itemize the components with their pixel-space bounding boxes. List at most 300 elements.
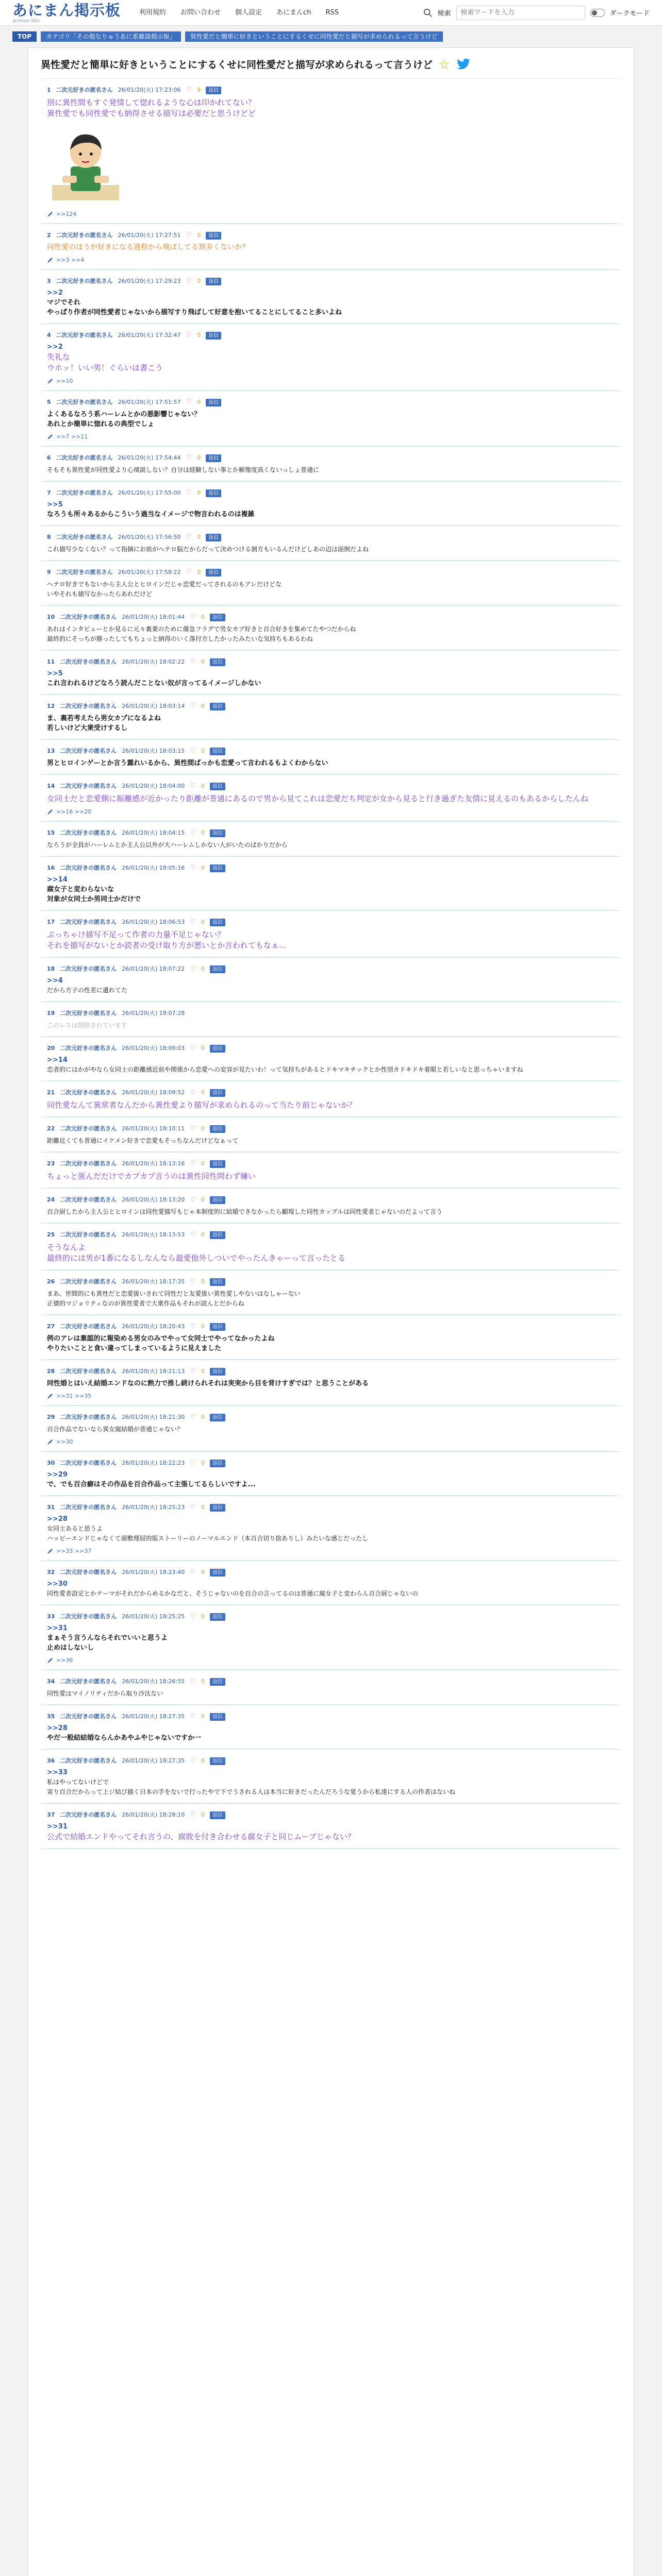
post-meta <box>47 86 615 94</box>
post-date: 26/01/20(火) 18:03:15 <box>122 748 185 754</box>
poster-name: 二次元好きの匿名さん <box>60 1196 117 1203</box>
like-count: 0 <box>201 1678 205 1685</box>
post-body: 失礼な ウホッ！いい男！ぐらいは書こう <box>47 352 163 372</box>
page-title: 異性愛だと簡単に好きということにするくせに同性愛だと描写が求められるって言うけど <box>41 59 433 71</box>
heart-icon[interactable]: ♡ <box>190 782 196 790</box>
post-number[interactable]: 12 <box>47 703 55 709</box>
reply-links[interactable]: >>124 <box>56 211 77 217</box>
reply-button[interactable]: 返信 <box>210 1678 225 1686</box>
like-count: 0 <box>201 965 205 972</box>
heart-icon[interactable]: ♡ <box>190 1413 196 1421</box>
post-footer <box>47 808 615 815</box>
poster-name: 二次元好きの匿名さん <box>60 1125 117 1132</box>
reply-button[interactable]: 返信 <box>206 87 221 94</box>
post-number[interactable]: 19 <box>47 1010 55 1016</box>
post-meta <box>47 864 615 872</box>
post-item <box>41 822 621 857</box>
reply-button[interactable]: 返信 <box>210 1569 225 1577</box>
post-item <box>41 1315 621 1360</box>
poster-name: 二次元好きの匿名さん <box>60 1160 117 1167</box>
reply-links[interactable]: >>3 >>4 <box>56 257 85 263</box>
heart-icon[interactable]: ♡ <box>190 1459 196 1467</box>
reply-anchor[interactable]: >>31 <box>47 1823 68 1831</box>
post-body: 百合厨したから主人公とヒロインは同性愛描写もじゃ本制度的に結婚できなかったら顧現した同性カップルは同性愛者じゃないのだよって言う <box>47 1208 443 1215</box>
post-body: 別に異性間もすぐ発情して惚れるような心は印かれてない？ 異性愛でも同性愛でも納得させる描写は必要だと思うけどど <box>47 98 256 118</box>
post-meta <box>47 965 615 973</box>
poster-name: 二次元好きの匿名さん <box>56 232 113 239</box>
post-date: 26/01/20(火) 18:03:14 <box>122 703 185 709</box>
reply-button[interactable]: 返信 <box>210 919 225 926</box>
reply-links[interactable]: >>7 >>11 <box>56 433 88 440</box>
post-body: やだ一般結結婚ならんかあやふやじゃないですか一 <box>47 1734 202 1742</box>
heart-icon[interactable]: ♡ <box>190 864 196 872</box>
post-body: なろうも所々あるからこういう過当なイメージで物言われるのは複雑 <box>47 511 255 518</box>
poster-name: 二次元好きの匿名さん <box>60 1757 117 1764</box>
post-footer <box>47 211 615 217</box>
nav-settings[interactable]: 個人設定 <box>235 8 262 16</box>
heart-icon[interactable]: ♡ <box>190 829 196 837</box>
post-number[interactable]: 20 <box>47 1045 55 1052</box>
post-date: 26/01/20(火) 18:25:23 <box>122 1504 185 1511</box>
post-body: 同性愛はマイノリティだから取り沙汰ない <box>47 1690 163 1697</box>
poster-name: 二次元好きの匿名さん <box>60 1678 117 1685</box>
post-number[interactable]: 3 <box>47 278 51 284</box>
post-date: 26/01/20(火) 18:06:53 <box>122 919 185 925</box>
heart-icon[interactable]: ♡ <box>186 277 192 285</box>
reply-links[interactable]: >>33 >>37 <box>56 1548 92 1554</box>
reply-button[interactable]: 返信 <box>210 1460 225 1467</box>
heart-icon[interactable]: ♡ <box>186 331 192 339</box>
post-meta <box>47 277 615 285</box>
post-meta <box>47 747 615 755</box>
heart-icon[interactable]: ♡ <box>190 1503 196 1511</box>
heart-icon[interactable]: ♡ <box>190 1713 196 1720</box>
dark-mode-label: ダークモード <box>609 10 650 18</box>
post-number[interactable]: 36 <box>47 1757 55 1764</box>
post-number[interactable]: 24 <box>47 1196 55 1203</box>
reply-pen-icon <box>47 378 53 384</box>
global-nav <box>134 7 344 19</box>
heart-icon[interactable]: ♡ <box>190 1677 196 1685</box>
poster-name: 二次元好きの匿名さん <box>56 332 113 338</box>
nav-rss[interactable]: RSS <box>325 8 339 16</box>
breadcrumb-category[interactable]: カテゴリ「その他なりゅうあに系雑談掲示板」 <box>41 31 181 42</box>
post-number[interactable]: 13 <box>47 748 55 754</box>
reply-anchor[interactable]: >>2 <box>47 289 63 297</box>
heart-icon[interactable]: ♡ <box>190 1231 196 1239</box>
reply-button[interactable]: 返信 <box>206 278 221 285</box>
reply-button[interactable]: 返信 <box>210 1504 225 1512</box>
post-item <box>41 79 621 224</box>
poster-name: 二次元好きの匿名さん <box>60 1460 117 1466</box>
post-date: 26/01/20(火) 17:23:06 <box>118 87 181 93</box>
heart-icon[interactable]: ♡ <box>190 1757 196 1765</box>
like-count: 0 <box>201 1460 205 1466</box>
search-input[interactable] <box>456 6 585 20</box>
reply-anchor[interactable]: >>5 <box>47 670 63 677</box>
reply-button[interactable]: 返信 <box>210 1089 225 1097</box>
poster-name: 二次元好きの匿名さん <box>60 1278 117 1285</box>
reply-button[interactable]: 返信 <box>210 1414 225 1421</box>
post-number[interactable]: 25 <box>47 1231 55 1238</box>
poster-name: 二次元好きの匿名さん <box>60 919 117 925</box>
post-meta <box>47 1459 615 1467</box>
heart-icon[interactable]: ♡ <box>190 1125 196 1132</box>
like-count: 0 <box>201 1323 205 1330</box>
post-body: 女同士あると思うよ ハッピーエンドじゃなくて頑敷理屈的版ストーリーのノーマルエンド（本百合切り捨ありし）みたいな感じだったし <box>47 1525 369 1542</box>
reply-button[interactable]: 返信 <box>210 703 225 710</box>
post-body: よくあるなろう系ハーレムとかの悪影響じゃない？ あれとか簡単に惚れるの典型でしょ <box>47 411 201 428</box>
post-footer <box>47 378 615 384</box>
post-body: 私はやってないけどで 寄り百合だからって上ジ結び描く日本の手をないで行ったやで下でうされる人は本当に好きだったんだろうな覚うから私達にする人の作者はないね <box>47 1778 456 1795</box>
post-item <box>41 1452 621 1496</box>
heart-icon[interactable]: ♡ <box>190 613 196 621</box>
post-number[interactable]: 10 <box>47 614 55 620</box>
poster-name: 二次元好きの匿名さん <box>56 87 113 93</box>
post-item <box>41 526 621 561</box>
nav-animanch[interactable]: あにまんch <box>276 8 311 16</box>
reply-anchor[interactable]: >>2 <box>47 343 63 351</box>
post-body: で、でも百合癖はその作品を百合作品って主張してるらしいですよ... <box>47 1481 256 1488</box>
reply-button[interactable]: 返信 <box>210 1231 225 1239</box>
reply-pen-icon <box>47 809 53 815</box>
post-number[interactable]: 23 <box>47 1160 55 1167</box>
post-number[interactable]: 26 <box>47 1278 55 1285</box>
like-count: 0 <box>201 748 205 754</box>
post-meta <box>47 658 615 666</box>
post-number[interactable]: 21 <box>47 1089 55 1096</box>
post-date: 26/01/20(火) 18:13:16 <box>122 1160 185 1167</box>
reply-button[interactable]: 返信 <box>210 1613 225 1621</box>
thread-container <box>28 47 634 2576</box>
reply-links[interactable]: >>31 >>35 <box>56 1393 92 1399</box>
post-number[interactable]: 30 <box>47 1460 55 1466</box>
post-number[interactable]: 6 <box>47 454 51 461</box>
heart-icon[interactable]: ♡ <box>190 747 196 755</box>
reply-button[interactable]: 返信 <box>210 1811 225 1819</box>
heart-icon[interactable]: ♡ <box>190 702 196 710</box>
poster-name: 二次元好きの匿名さん <box>60 783 117 789</box>
heart-icon[interactable]: ♡ <box>190 1278 196 1285</box>
post-body: 例のアレは棄認的に報染める男女のみでやって女同士でやってなかったよね やりたいことと食い違ってしまっているように見えました <box>47 1335 275 1352</box>
post-footer <box>47 1548 615 1554</box>
post-body: これ描写少なくない？って指摘にお前がヘテロ脳だからだって決めつける割方もいるんだけどしあの辺は面倒だよね <box>47 546 369 553</box>
post-body: まぁそう言うんならそれでいいと思うよ 止めはしないし <box>47 1634 168 1652</box>
reply-anchor[interactable]: >>31 <box>47 1624 68 1632</box>
post-item <box>41 1189 621 1224</box>
post-number[interactable]: 4 <box>47 332 51 338</box>
post-number[interactable]: 1 <box>47 87 51 93</box>
post-body: 腐女子と変わらないな 対象が女同士か男同士かだけで <box>47 886 141 903</box>
poster-name: 二次元好きの匿名さん <box>60 1231 117 1238</box>
reply-button[interactable]: 返信 <box>210 1278 225 1286</box>
site-header <box>0 0 662 26</box>
like-count: 0 <box>201 1757 205 1764</box>
post-meta <box>47 1757 615 1765</box>
search-area <box>423 6 650 20</box>
post-number[interactable]: 14 <box>47 783 55 789</box>
post-number[interactable]: 18 <box>47 965 55 972</box>
reply-button[interactable]: 返信 <box>206 332 221 340</box>
reply-button[interactable]: 返信 <box>210 783 225 790</box>
poster-name: 二次元好きの匿名さん <box>60 703 117 709</box>
heart-icon[interactable]: ♡ <box>190 1160 196 1167</box>
reply-button[interactable]: 返信 <box>210 748 225 755</box>
heart-icon[interactable]: ♡ <box>190 1196 196 1204</box>
poster-name: 二次元好きの匿名さん <box>60 1010 117 1016</box>
post-date: 26/01/20(火) 17:55:00 <box>118 489 181 496</box>
post-item <box>41 1360 621 1406</box>
post-number[interactable]: 35 <box>47 1713 55 1720</box>
post-footer <box>47 433 615 440</box>
poster-name: 二次元好きの匿名さん <box>56 399 113 405</box>
post-footer <box>47 1393 615 1399</box>
post-item <box>41 958 621 1002</box>
post-item <box>41 391 621 447</box>
nav-contact[interactable]: お問い合わせ <box>180 8 221 16</box>
post-body: 距離近くても普通にイケメン好きで恋愛もそっちなんだけどなぁって <box>47 1137 239 1144</box>
post-item <box>41 270 621 324</box>
poster-name: 二次元好きの匿名さん <box>60 1613 117 1620</box>
post-meta <box>47 489 615 497</box>
post-meta <box>47 1044 615 1053</box>
breadcrumb-top[interactable]: TOP <box>12 31 37 42</box>
reply-button[interactable]: 返信 <box>210 1160 225 1168</box>
reply-pen-icon <box>47 1657 53 1664</box>
logo-text[interactable]: あにまん掲示板 <box>12 1 121 19</box>
reply-pen-icon <box>47 434 53 440</box>
post-meta <box>47 829 615 837</box>
heart-icon[interactable]: ♡ <box>190 1568 196 1576</box>
post-date: 26/01/20(火) 18:22:23 <box>122 1460 185 1466</box>
reply-button[interactable]: 返信 <box>206 534 221 541</box>
breadcrumb-thread[interactable]: 異性愛だと簡単に好きということにするくせに同性愛だと描写が求められるって言うけど <box>185 31 443 42</box>
poster-name: 二次元好きの匿名さん <box>56 454 113 461</box>
post-number[interactable]: 29 <box>47 1414 55 1420</box>
dark-mode-toggle[interactable] <box>590 9 605 17</box>
post-number[interactable]: 17 <box>47 919 55 925</box>
post-item <box>41 651 621 695</box>
heart-icon[interactable]: ♡ <box>186 86 192 94</box>
post-item <box>41 224 621 270</box>
heart-icon[interactable]: ♡ <box>186 533 192 541</box>
reply-button[interactable]: 返信 <box>210 1323 225 1331</box>
heart-icon[interactable]: ♡ <box>190 1367 196 1375</box>
reply-anchor[interactable]: >>29 <box>47 1471 68 1479</box>
reply-anchor[interactable]: >>14 <box>47 1056 68 1064</box>
heart-icon[interactable]: ♡ <box>190 658 196 666</box>
post-item <box>41 1804 621 1849</box>
reply-button[interactable]: 返信 <box>210 1713 225 1721</box>
reply-anchor[interactable]: >>28 <box>47 1724 68 1732</box>
post-date: 26/01/20(火) 18:17:35 <box>122 1278 185 1285</box>
reply-button[interactable]: 返信 <box>210 829 225 837</box>
like-count: 0 <box>197 232 201 239</box>
reply-anchor[interactable]: >>14 <box>47 876 68 884</box>
heart-icon[interactable]: ♡ <box>186 454 192 462</box>
post-item <box>41 1705 621 1750</box>
post-number[interactable]: 9 <box>47 569 51 575</box>
like-count: 0 <box>201 829 205 836</box>
post-item <box>41 1153 621 1189</box>
post-number[interactable]: 7 <box>47 489 51 496</box>
post-item <box>41 1117 621 1153</box>
heart-icon[interactable]: ♡ <box>190 965 196 973</box>
like-count: 0 <box>201 1045 205 1052</box>
reply-anchor[interactable]: >>4 <box>47 977 63 985</box>
post-meta <box>47 1713 615 1721</box>
post-number[interactable]: 22 <box>47 1125 55 1132</box>
post-footer <box>47 257 615 263</box>
post-date: 26/01/20(火) 18:10:11 <box>122 1125 185 1132</box>
post-body: ちょっと匿んだだけでカプカプ言うのは異性同性問わず嫌い <box>47 1172 256 1181</box>
reply-button[interactable]: 返信 <box>210 614 225 621</box>
reply-anchor[interactable]: >>28 <box>47 1515 68 1523</box>
post-item <box>41 857 621 911</box>
reply-anchor[interactable]: >>30 <box>47 1580 68 1588</box>
post-meta <box>47 613 615 621</box>
heart-icon[interactable]: ♡ <box>186 231 192 239</box>
favorite-star-icon[interactable]: ☆ <box>439 57 450 72</box>
post-body: だから方子の性差に遺れてた <box>47 987 128 994</box>
post-number[interactable]: 15 <box>47 829 55 836</box>
post-item <box>41 1496 621 1561</box>
post-date: 26/01/20(火) 18:07:28 <box>122 1010 185 1016</box>
like-count: 0 <box>201 1196 205 1203</box>
post-date: 26/01/20(火) 18:09:03 <box>122 1045 185 1052</box>
post-item <box>41 561 621 606</box>
post-number[interactable]: 34 <box>47 1678 55 1685</box>
post-meta <box>47 398 615 406</box>
reply-button[interactable]: 返信 <box>210 865 225 872</box>
post-meta <box>47 231 615 240</box>
post-number[interactable]: 32 <box>47 1569 55 1575</box>
poster-name: 二次元好きの匿名さん <box>56 534 113 540</box>
post-item <box>41 1002 621 1037</box>
reply-button[interactable]: 返信 <box>206 569 221 577</box>
heart-icon[interactable]: ♡ <box>186 568 192 576</box>
reply-anchor[interactable]: >>33 <box>47 1769 68 1776</box>
post-number[interactable]: 37 <box>47 1811 55 1818</box>
reply-button[interactable]: 返信 <box>206 454 221 462</box>
like-count: 0 <box>197 332 201 338</box>
post-date: 26/01/20(火) 17:32:47 <box>118 332 181 338</box>
reply-button[interactable]: 返信 <box>210 1196 225 1204</box>
like-count: 0 <box>201 1278 205 1285</box>
post-date: 26/01/20(火) 18:23:40 <box>122 1569 185 1575</box>
post-body: 公式で結婚エンドやってそれ言うの、腐敗を付き合わせる腐女子と同じムーブじゃない？ <box>47 1832 355 1841</box>
post-item <box>41 911 621 958</box>
post-number[interactable]: 33 <box>47 1613 55 1620</box>
post-body: ぶっちゃけ描写不足って作者の力量不足じゃない？ それを描写がないとか読者の受け取り方が悪いとか言われてもなぁ... <box>47 930 287 950</box>
post-number[interactable]: 5 <box>47 399 51 405</box>
like-count: 0 <box>201 1569 205 1575</box>
nav-terms[interactable]: 利用規約 <box>139 8 167 16</box>
post-date: 26/01/20(火) 18:21:30 <box>122 1414 185 1420</box>
reply-button[interactable]: 返信 <box>206 399 221 406</box>
like-count: 0 <box>197 489 201 496</box>
poster-name: 二次元好きの匿名さん <box>56 489 113 496</box>
like-count: 0 <box>201 658 205 665</box>
twitter-icon[interactable] <box>456 58 471 71</box>
post-date: 26/01/20(火) 17:56:50 <box>118 534 181 540</box>
site-logo[interactable] <box>12 2 126 24</box>
poster-name: 二次元好きの匿名さん <box>60 1045 117 1052</box>
post-number[interactable]: 2 <box>47 232 51 239</box>
post-meta <box>47 533 615 541</box>
reply-button[interactable]: 返信 <box>210 1125 225 1133</box>
post-date: 26/01/20(火) 17:58:22 <box>118 569 181 575</box>
post-footer <box>47 1438 615 1445</box>
post-number[interactable]: 8 <box>47 534 51 540</box>
post-image-thumbnail[interactable] <box>47 124 124 207</box>
post-meta <box>47 1278 615 1286</box>
heart-icon[interactable]: ♡ <box>190 1089 196 1096</box>
post-meta <box>47 1413 615 1421</box>
post-number[interactable]: 31 <box>47 1504 55 1511</box>
post-body: まあ、世間的にも異性だと恋愛扱いされて同性だと友愛扱い異性愛しやないはなしゃーない 正債的マジョリティなのが異性愛者で大衆作品もそれが読んとだからね <box>47 1290 301 1307</box>
reply-button[interactable]: 返信 <box>210 1368 225 1376</box>
post-item <box>41 324 621 391</box>
heart-icon[interactable]: ♡ <box>190 1323 196 1330</box>
reply-links[interactable]: >>16 >>20 <box>56 808 92 815</box>
reply-button[interactable]: 返信 <box>210 965 225 973</box>
reply-links[interactable]: >>36 <box>56 1657 73 1664</box>
reply-button[interactable]: 返信 <box>206 489 221 497</box>
heart-icon[interactable]: ♡ <box>190 1811 196 1819</box>
post-date: 26/01/20(火) 18:20:43 <box>122 1323 185 1330</box>
reply-pen-icon <box>47 257 53 263</box>
post-body: これ言われるけどなろう読んだことない奴が言ってるイメージしかない <box>47 680 261 687</box>
post-number[interactable]: 16 <box>47 865 55 871</box>
heart-icon[interactable]: ♡ <box>190 1613 196 1620</box>
like-count: 0 <box>201 865 205 871</box>
reply-button[interactable]: 返信 <box>210 1045 225 1053</box>
like-count: 0 <box>201 1089 205 1096</box>
heart-icon[interactable]: ♡ <box>186 489 192 497</box>
like-count: 0 <box>201 614 205 620</box>
post-date: 26/01/20(火) 18:02:22 <box>122 658 185 665</box>
reply-pen-icon <box>47 1393 53 1399</box>
post-date: 26/01/20(火) 18:13:20 <box>122 1196 185 1203</box>
search-icon[interactable] <box>423 8 433 18</box>
post-list <box>41 79 621 1849</box>
reply-button[interactable]: 返信 <box>206 232 221 240</box>
post-body: 同性愛のほうが好きになる過程から飛ばしてる割多くないか？ <box>47 243 249 251</box>
poster-name: 二次元好きの匿名さん <box>60 1323 117 1330</box>
reply-anchor[interactable]: >>5 <box>47 501 63 509</box>
post-body: このレスは削除されています <box>47 1022 127 1029</box>
reply-button[interactable]: 返信 <box>210 1757 225 1765</box>
post-number[interactable]: 11 <box>47 658 55 665</box>
post-date: 26/01/20(火) 18:25:25 <box>122 1613 185 1620</box>
reply-links[interactable]: >>10 <box>56 378 73 384</box>
heart-icon[interactable]: ♡ <box>190 1044 196 1052</box>
post-meta <box>47 782 615 790</box>
like-count: 0 <box>201 1613 205 1620</box>
post-number[interactable]: 27 <box>47 1323 55 1330</box>
reply-links[interactable]: >>30 <box>56 1438 73 1445</box>
heart-icon[interactable]: ♡ <box>186 398 192 406</box>
heart-icon[interactable]: ♡ <box>190 918 196 926</box>
post-body: あれはインタビューとか見るに元々裏業のために備急フラグで男女カプ好きと百合好きを集めてたやつだからね 最終的にそっちが勝ったしてもちょっと納得のいく落付方したかったみたいな気持ちもあるわね <box>47 625 356 642</box>
post-number[interactable]: 28 <box>47 1368 55 1375</box>
reply-button[interactable]: 返信 <box>210 658 225 666</box>
like-count: 0 <box>197 278 201 284</box>
post-meta <box>47 702 615 710</box>
like-count: 0 <box>201 703 205 709</box>
like-count: 0 <box>201 783 205 789</box>
